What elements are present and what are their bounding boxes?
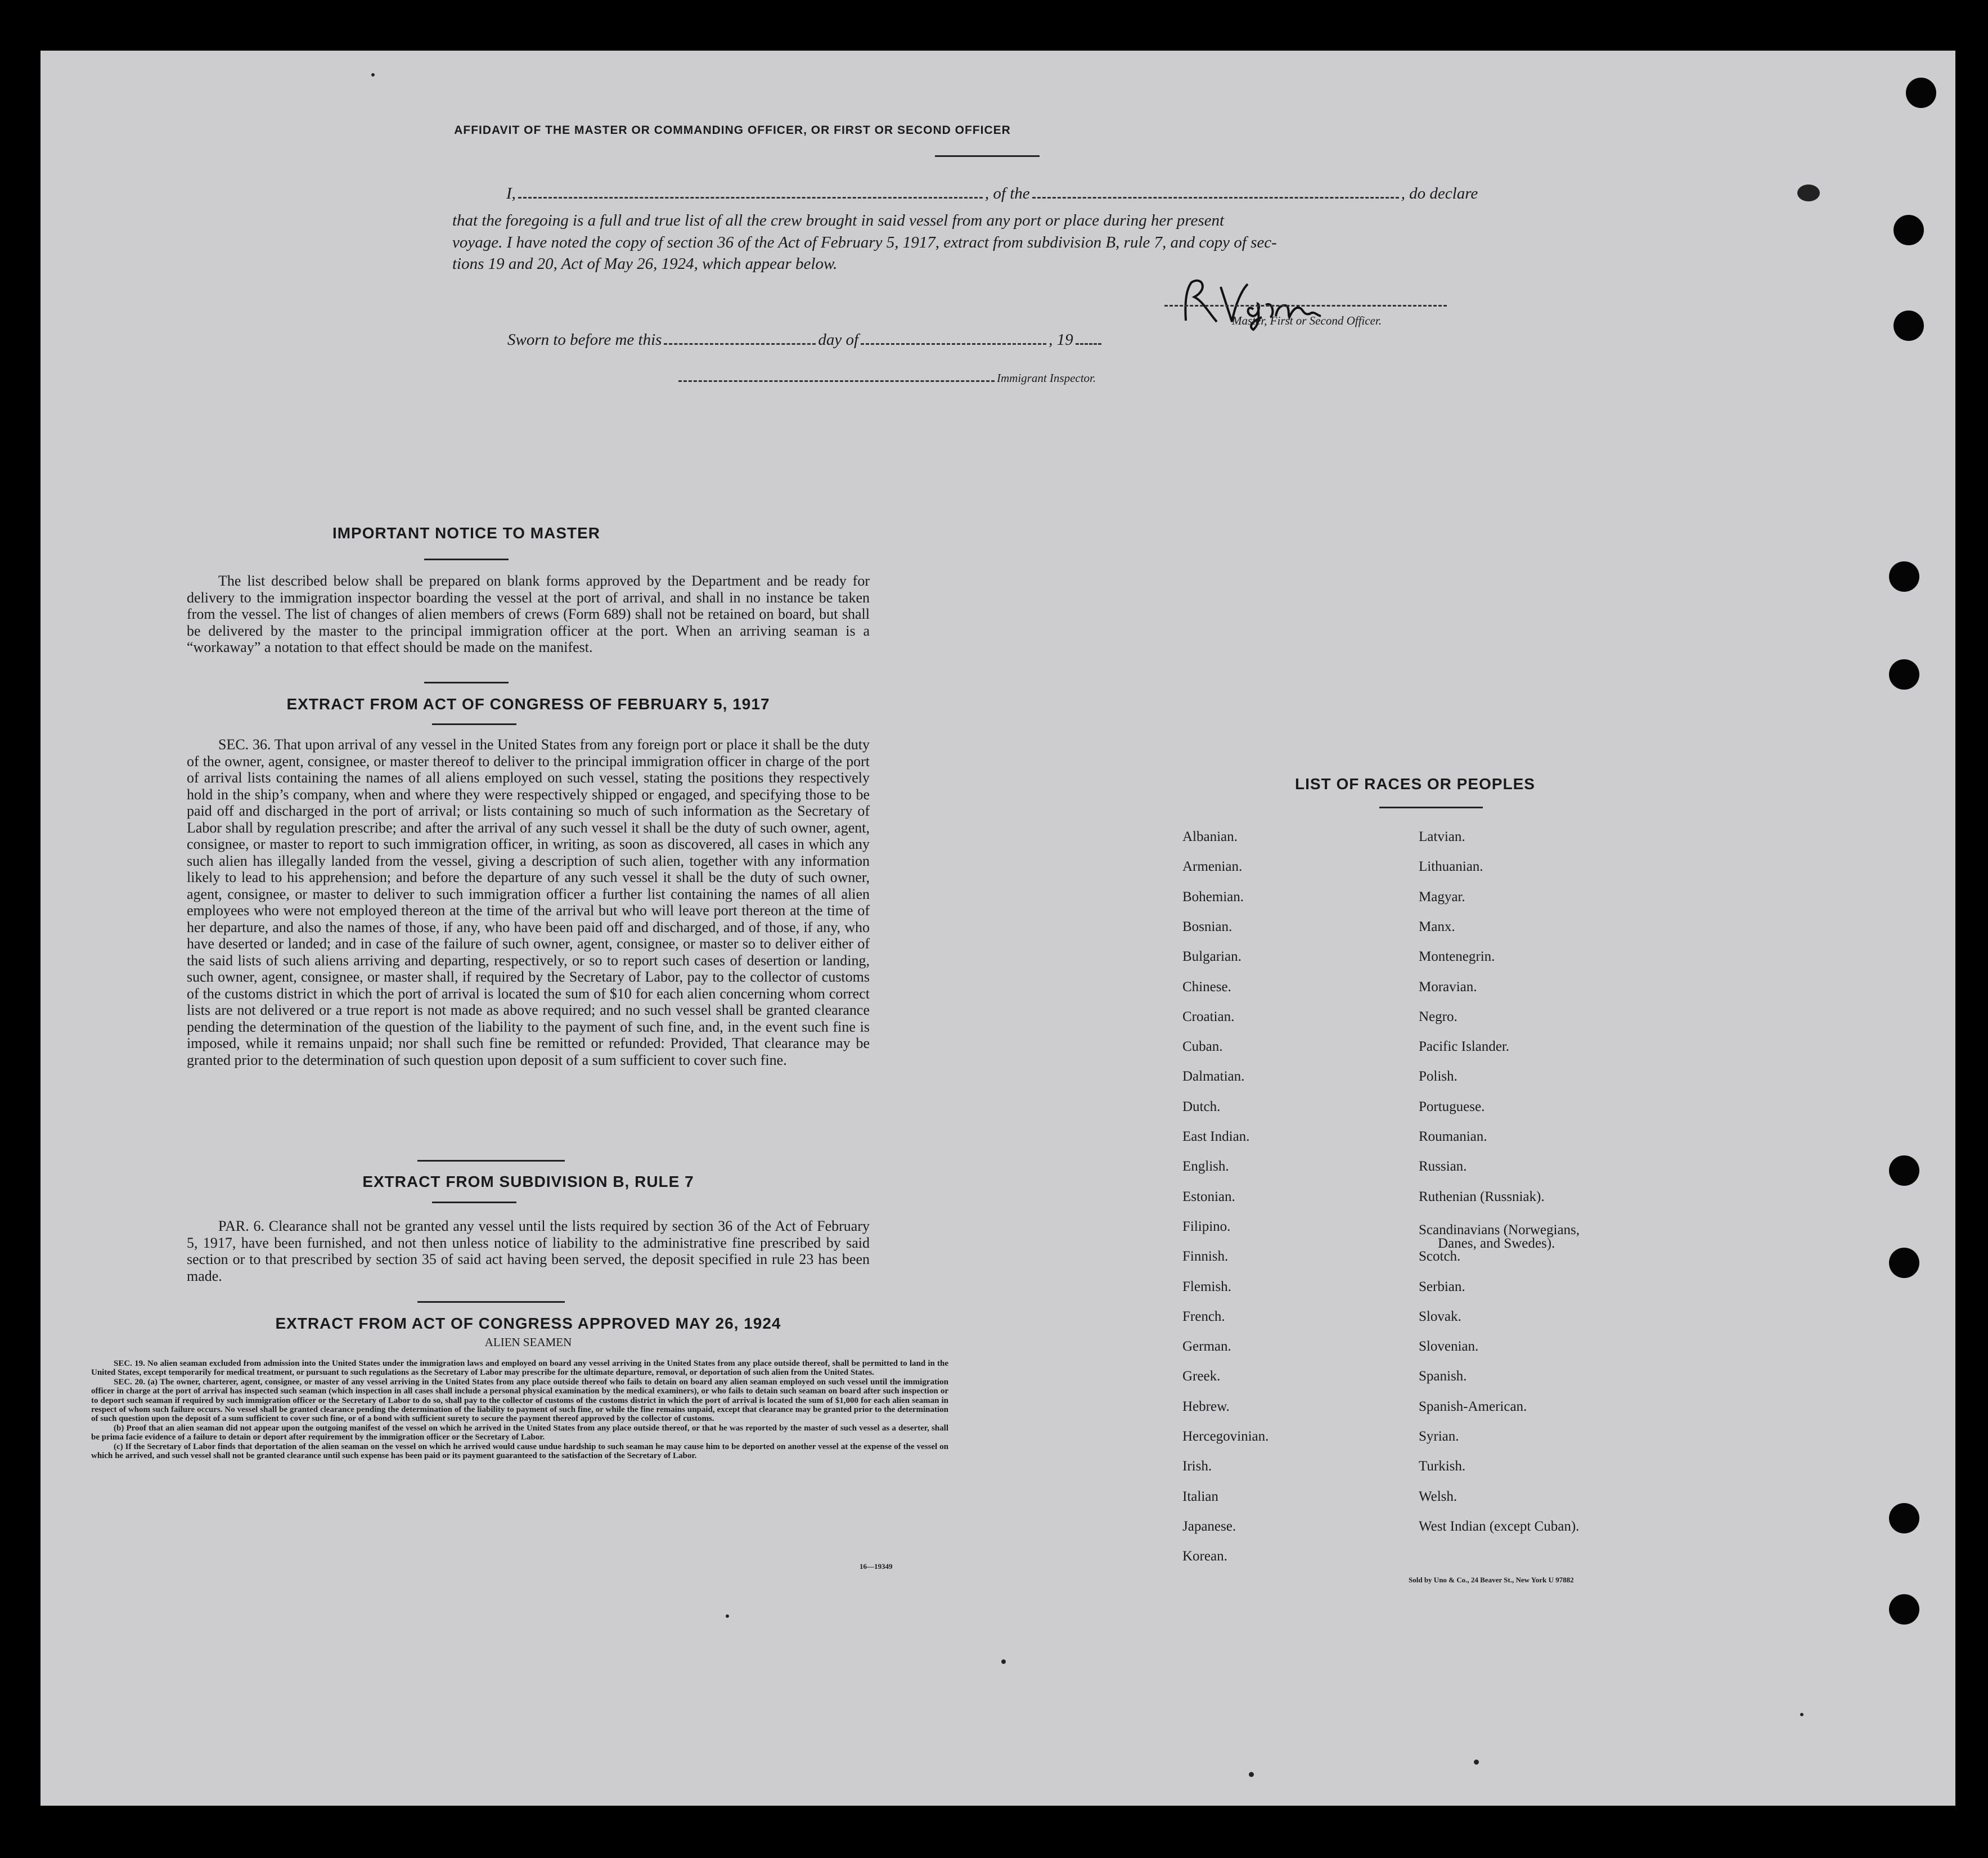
extract-rule7-title: EXTRACT FROM SUBDIVISION B, RULE 7 [362,1173,694,1190]
race-item: West Indian (except Cuban). [1419,1519,1580,1534]
race-item: Cuban. [1182,1039,1223,1054]
extract-1917-text: SEC. 36. That upon arrival of any vessel in the United States from any foreign port or place it shall be the duty of the owner, agent, consignee, or master thereof to deliver to the principal immigration officer in charge of the port of arrival lists containing the names of all aliens employed on such vessel, stating the positions they respectively hold in the ship’s company, when and where they were respectively shipped or engaged, and specifying those to be paid off and discharged in the port of arrival; or lists containing so much of such information as the Secretary of Labor shall by regulation prescribe; and after the arrival of any such vessel it shall be the duty of such owner, agent, consignee, or master to report to such immigration officer, in writing, as soon as discovered, all cases in which any such alien has illegally landed from the vessel, giving a description of such alien, together with any information likely to lead to his apprehension; and before the departure of any such vessel it shall be the duty of such owner, agent, consignee, or master to deliver to such immigration officer a further list containing the names of all alien employees who were not employed thereon at the time of the arrival but who will leave port thereon at the time of her departure, and also the names of those, if any, who have been paid off and discharged, and of those, if any, who have deserted or landed; and in case of the failure of such owner, agent, consignee, or master so to deliver either of the said lists of such aliens arriving and departing, respectively, or so to report such cases of desertion or landing, such owner, agent, consignee, or master shall, if required by the Secretary of Labor, pay to the collector of customs of the customs district in which the port of arrival is located the sum of $10 for each alien concerning whom correct lists are not delivered or a true report is not made as above required; and no such vessel shall be granted clearance pending the determination of the question of the liability to the payment of such fine, and, in the event such fine is imposed, while it remains unpaid; nor shall such fine be remitted or refunded: Provided, That clearance may be granted prior to the determination of such question upon deposit of a sum sufficient to cover such fine. [187,736,870,1068]
race-item: Korean. [1182,1549,1227,1564]
punch-hole [1893,311,1924,341]
race-item: German. [1182,1339,1231,1354]
race-item: Lithuanian. [1419,859,1483,874]
affidavit-line-1: I, , of the , do declare [506,185,1478,203]
race-item-continuation: Danes, and Swedes). [1438,1236,1555,1251]
divider [432,1202,516,1203]
inspector-line: Immigrant Inspector. [676,371,1096,385]
punch-hole [1889,659,1919,690]
race-item: French. [1182,1309,1225,1324]
race-item: Welsh. [1419,1489,1458,1504]
punch-hole [1889,1594,1919,1625]
notice-text: The list described below shall be prepared on blank forms approved by the Department and be ready for delivery to the immigration inspector boarding the vessel at the port of arrival, and shall in no instance be taken from the vessel. The list of changes of alien members of crews (Form 689) shall not be retained on board, but shall be delivered by the master to the principal immigration officer at the port. When an arriving seaman is a “workaway” a notation to that effect should be made on the manifest. [187,573,870,655]
race-item: Latvian. [1419,829,1465,844]
race-item: Filipino. [1182,1219,1231,1234]
race-item: Slovenian. [1419,1339,1479,1354]
race-item: Pacific Islander. [1419,1039,1510,1054]
signature-caption: Master, First or Second Officer. [1232,314,1382,327]
race-item: Scandinavians (Norwegians, [1419,1222,1580,1238]
race-item: English. [1182,1159,1229,1174]
extract-1924-text: SEC. 19. No alien seaman excluded from admission into the United States under the immigration laws and employed on board any vessel arriving in the United States from any place outside thereof, shall be permitted to land in the United States, except temporarily for medical treatment, or pursuant to such regulations as the Secretary of Labor may prescribe for the ultimate departure, removal, or deportation of such alien from the United States. SEC. 20. (a) The owner, charterer, agent, consignee, or master of any vessel arriving in the United States from any place outside thereof who fails to detain on board any alien seaman employed on such vessel until the immigration officer in charge at the port of arrival has inspected such seaman (which inspection in all cases shall include a personal physical examination by the medical examiners), or who fails to detain such seaman on board after such inspection or to deport such seaman if required by such immigration officer or the Secretary of Labor to do so, shall pay to the collector of customs of the customs district in which the port of arrival is located the sum of $1,000 for each alien seaman in respect of whom such failure occurs. No vessel shall be granted clearance pending the determination of the liability to payment of such fine, or while the fine remains unpaid, except that clearance may be granted prior to the determination of such question upon the deposit of a sum sufficient to cover such fine, or of a bond with sufficient surety to secure the payment thereof approved by the collector of customs. (b) Proof that an alien seaman did not appear upon the outgoing manifest of the vessel on which he arrived in the United States from any place outside thereof, or that he was reported by the master of such vessel as a deserter, shall be prima facie evidence of a failure to detain or deport after requirement by the immigration officer or the Secretary of Labor. (c) If the Secretary of Labor finds that deportation of the alien seaman on the vessel on which he arrived would cause undue hardship to such seaman he may cause him to be deported on another vessel at the expense of the vessel on which he arrived, and such vessel shall not be granted clearance until such expense has been paid or its payment guaranteed to the satisfaction of the Secretary of Labor. [91,1359,948,1461]
race-item: Estonian. [1182,1189,1235,1204]
speck [1249,1772,1254,1777]
document-page [41,51,1955,1806]
extract-rule7-text: PAR. 6. Clearance shall not be granted any vessel until the lists required by section 36 of the Act of February 5, 1917, have been furnished, and not then unless notice of liability to the administrative fine prescribed by said section or to that prescribed by section 35 of said act having been served, the deposit specified in rule 23 has been made. [187,1218,870,1284]
form-number: 16—19349 [860,1562,893,1571]
race-item: Finnish. [1182,1249,1229,1264]
punch-hole [1889,1155,1919,1186]
affidavit-line-3: voyage. I have noted the copy of section 36 of the Act of February 5, 1917, extract from subdivision B, rule 7, and copy of sec- [452,233,1277,251]
race-item: Slovak. [1419,1309,1461,1324]
race-item: Bohemian. [1182,889,1244,905]
sworn-line: Sworn to before me this day of , 19 [507,331,1104,349]
punch-hole [1889,1248,1919,1278]
race-item: Greek. [1182,1369,1221,1384]
notice-title: IMPORTANT NOTICE TO MASTER [332,524,601,542]
divider [935,155,1040,157]
race-item: Japanese. [1182,1519,1236,1534]
race-item: Hebrew. [1182,1399,1230,1414]
race-item: Moravian. [1419,979,1477,995]
punch-hole [1889,561,1919,592]
speck [726,1614,729,1618]
extract-1924-title: EXTRACT FROM ACT OF CONGRESS APPROVED MAY 26, 1924 [275,1315,781,1332]
sold-by-imprint: Sold by Uno & Co., 24 Beaver St., New York U 97882 [1409,1576,1574,1584]
divider [417,1301,565,1303]
race-item: Bulgarian. [1182,949,1242,964]
race-item: Dutch. [1182,1099,1221,1114]
race-item: Italian [1182,1489,1218,1504]
race-item: East Indian. [1182,1129,1250,1144]
punch-hole [1893,215,1924,245]
divider [1379,807,1483,808]
extract-1917-title: EXTRACT FROM ACT OF CONGRESS OF FEBRUARY 5, 1917 [286,695,770,713]
race-item: Croatian. [1182,1009,1235,1024]
signature-line [1164,305,1447,307]
race-item: Serbian. [1419,1279,1465,1294]
ink-blot [1797,185,1820,201]
speck [1474,1760,1479,1765]
race-item: Dalmatian. [1182,1069,1245,1084]
races-title: LIST OF RACES OR PEOPLES [1295,775,1535,793]
race-item: Montenegrin. [1419,949,1495,964]
divider [432,723,516,725]
race-item: Chinese. [1182,979,1231,995]
speck [1001,1659,1006,1664]
race-item: Irish. [1182,1459,1212,1474]
affidavit-line-4: tions 19 and 20, Act of May 26, 1924, which appear below. [452,255,838,273]
speck [371,73,375,77]
race-item: Bosnian. [1182,919,1233,934]
punch-hole [1906,78,1936,108]
affidavit-line-2: that the foregoing is a full and true list of all the crew brought in said vessel from any port or place during her present [452,212,1225,230]
race-item: Magyar. [1419,889,1465,905]
race-item: Spanish-American. [1419,1399,1527,1414]
divider [424,682,509,683]
divider [424,559,509,560]
race-item: Armenian. [1182,859,1243,874]
divider [417,1160,565,1162]
race-item: Turkish. [1419,1459,1466,1474]
race-item: Roumanian. [1419,1129,1487,1144]
race-item: Hercegovinian. [1182,1429,1269,1444]
race-item: Russian. [1419,1159,1467,1174]
race-item: Ruthenian (Russniak). [1419,1189,1545,1204]
speck [1800,1713,1803,1716]
alien-seamen-subtitle: ALIEN SEAMEN [484,1335,572,1349]
affidavit-title: AFFIDAVIT OF THE MASTER OR COMMANDING OFFICER, OR FIRST OR SECOND OFFICER [454,124,1011,137]
race-item: Negro. [1419,1009,1458,1024]
race-item: Portuguese. [1419,1099,1485,1114]
race-item: Scotch. [1419,1249,1461,1264]
race-item: Syrian. [1419,1429,1459,1444]
race-item: Polish. [1419,1069,1458,1084]
punch-hole [1889,1503,1919,1533]
race-item: Spanish. [1419,1369,1467,1384]
race-item: Flemish. [1182,1279,1231,1294]
race-item: Albanian. [1182,829,1238,844]
race-item: Manx. [1419,919,1455,934]
